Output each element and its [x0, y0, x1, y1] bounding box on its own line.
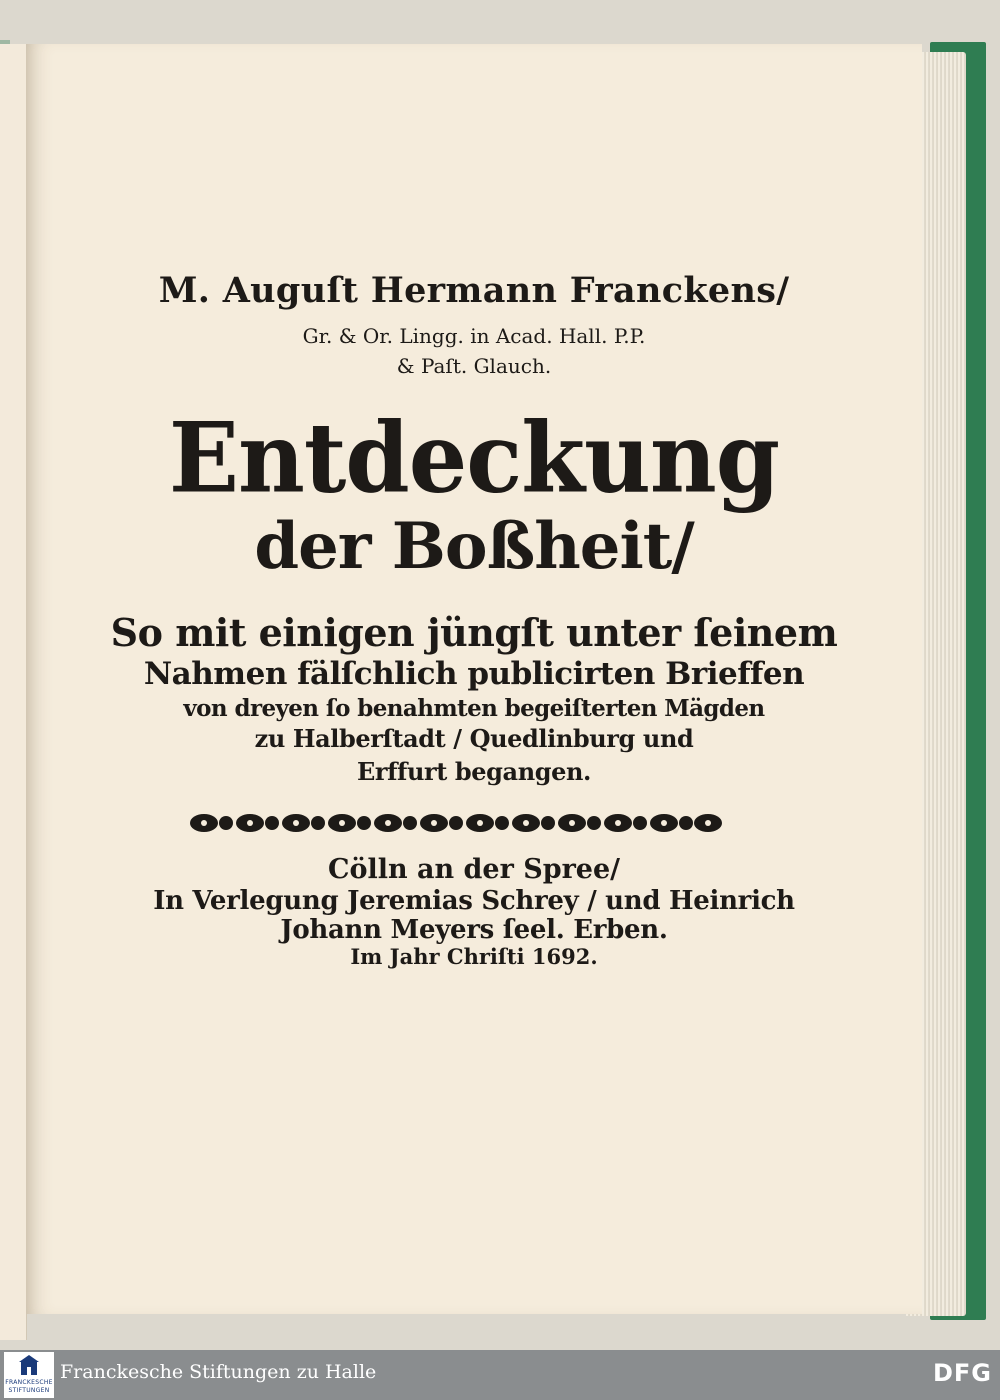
subtitle-line-5: Erffurt begangen. — [356, 757, 591, 786]
main-title-line-2: der Boßheit/ — [254, 509, 694, 584]
left-page-edge — [0, 44, 27, 1340]
author-line: M. Auguſt Hermann Franckens/ — [158, 270, 790, 311]
institution-name[interactable]: Franckesche Stiftungen zu Halle — [60, 1361, 377, 1383]
imprint-publisher: In Verlegung Jeremias Schrey / und Heinrich — [153, 886, 795, 916]
author-credentials: Gr. & Or. Lingg. in Acad. Hall. P.P. — [302, 324, 646, 348]
title-page — [26, 44, 922, 1314]
subtitle-line-3: von dreyen ſo benahmten begeiſterten Mägden — [183, 695, 765, 722]
ornament-divider — [186, 808, 726, 838]
franckesche-logo[interactable] — [4, 1352, 54, 1398]
author-office: & Paſt. Glauch. — [396, 354, 552, 378]
logo-caption-line-1: FRANCKESCHE — [5, 1379, 53, 1386]
imprint-place: Cölln an der Spree/ — [327, 854, 621, 885]
imprint-publisher-2: Johann Meyers ſeel. Erben. — [280, 915, 668, 945]
institution-logo-icon — [19, 1355, 39, 1377]
imprint-year: Im Jahr Chriſti 1692. — [350, 944, 598, 969]
logo-caption-line-2: STIFTUNGEN — [8, 1387, 50, 1394]
subtitle-line-2: Nahmen fälſchlich publicirten Brieffen — [143, 656, 805, 692]
subtitle-line-4: zu Halberſtadt / Quedlinburg und — [254, 724, 694, 753]
main-title: Entdeckung — [168, 401, 780, 515]
dfg-logo[interactable]: DFG — [932, 1359, 992, 1387]
subtitle-line-1: So mit einigen jüngſt unter ſeinem — [110, 610, 838, 655]
